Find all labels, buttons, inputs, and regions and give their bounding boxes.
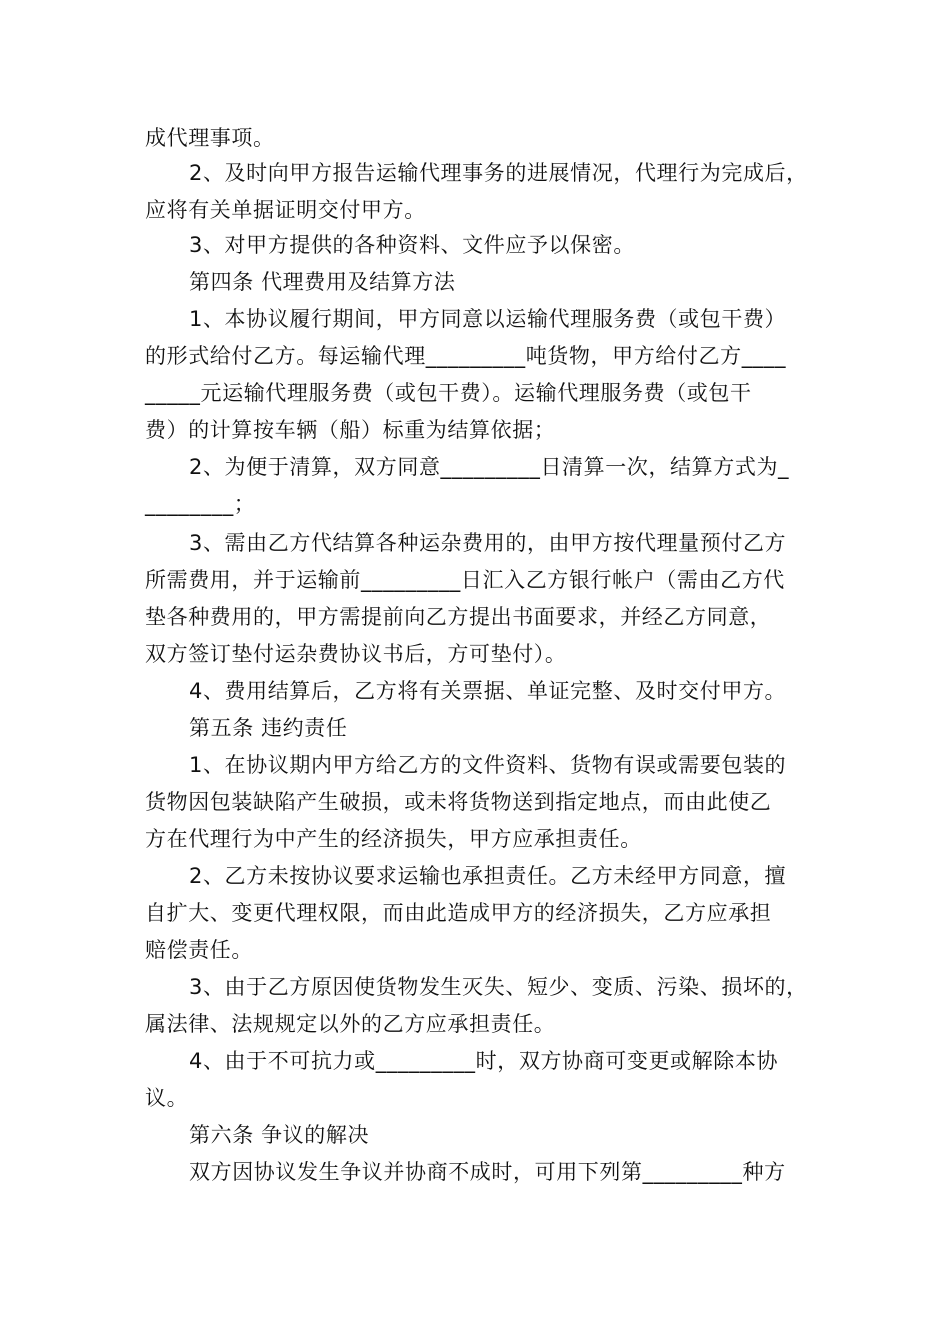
text-line: 4、费用结算后，乙方将有关票据、单证完整、及时交付甲方。 xyxy=(189,679,787,703)
text-line: 的形式给付乙方。每运输代理_________吨货物，甲方给付乙方____ xyxy=(145,344,787,368)
text-line: 应将有关单据证明交付甲方。 xyxy=(145,198,426,222)
text-line: _____元运输代理服务费（或包干费）。运输代理服务费（或包干 xyxy=(145,381,752,405)
section-heading: 第四条 代理费用及结算方法 xyxy=(189,270,456,294)
text-line: 3、对甲方提供的各种资料、文件应予以保密。 xyxy=(189,233,635,257)
text-line: 货物因包装缺陷产生破损，或未将货物送到指定地点，而由此使乙 xyxy=(145,790,772,814)
text-line: 1、在协议期内甲方给乙方的文件资料、货物有误或需要包装的 xyxy=(189,753,787,777)
text-line: 议。 xyxy=(145,1086,189,1110)
text-line: 2、为便于清算，双方同意_________日清算一次，结算方式为_ xyxy=(189,455,790,479)
text-line: 方在代理行为中产生的经济损失，甲方应承担责任。 xyxy=(145,827,642,851)
text-line: 垫各种费用的，甲方需提前向乙方提出书面要求，并经乙方同意， xyxy=(145,605,772,629)
section-heading: 第六条 争议的解决 xyxy=(189,1123,370,1147)
text-line: 费）的计算按车辆（船）标重为结算依据； xyxy=(145,418,556,442)
text-line: 属法律、法规规定以外的乙方应承担责任。 xyxy=(145,1012,556,1036)
text-line: 3、由于乙方原因使货物发生灭失、短少、变质、污染、损坏的， xyxy=(189,975,808,999)
text-line: 3、需由乙方代结算各种运杂费用的，由甲方按代理量预付乙方 xyxy=(189,531,787,555)
text-line: 成代理事项。 xyxy=(145,126,275,150)
text-line: 1、本协议履行期间，甲方同意以运输代理服务费（或包干费） xyxy=(189,307,787,331)
text-line: 2、乙方未按协议要求运输也承担责任。乙方未经甲方同意，擅 xyxy=(189,864,787,888)
text-line: 2、及时向甲方报告运输代理事务的进展情况，代理行为完成后， xyxy=(189,161,808,185)
text-line: 双方签订垫付运杂费协议书后，方可垫付）。 xyxy=(145,642,567,666)
text-line: 所需费用，并于运输前_________日汇入乙方银行帐户（需由乙方代 xyxy=(145,568,785,592)
text-line: 双方因协议发生争议并协商不成时，可用下列第_________种方 xyxy=(189,1160,786,1184)
section-heading: 第五条 违约责任 xyxy=(189,716,348,740)
text-line: ________； xyxy=(145,492,256,516)
text-line: 自扩大、变更代理权限，而由此造成甲方的经济损失，乙方应承担 xyxy=(145,901,772,925)
text-line: 赔偿责任。 xyxy=(145,938,253,962)
text-line: 4、由于不可抗力或_________时，双方协商可变更或解除本协 xyxy=(189,1049,779,1073)
